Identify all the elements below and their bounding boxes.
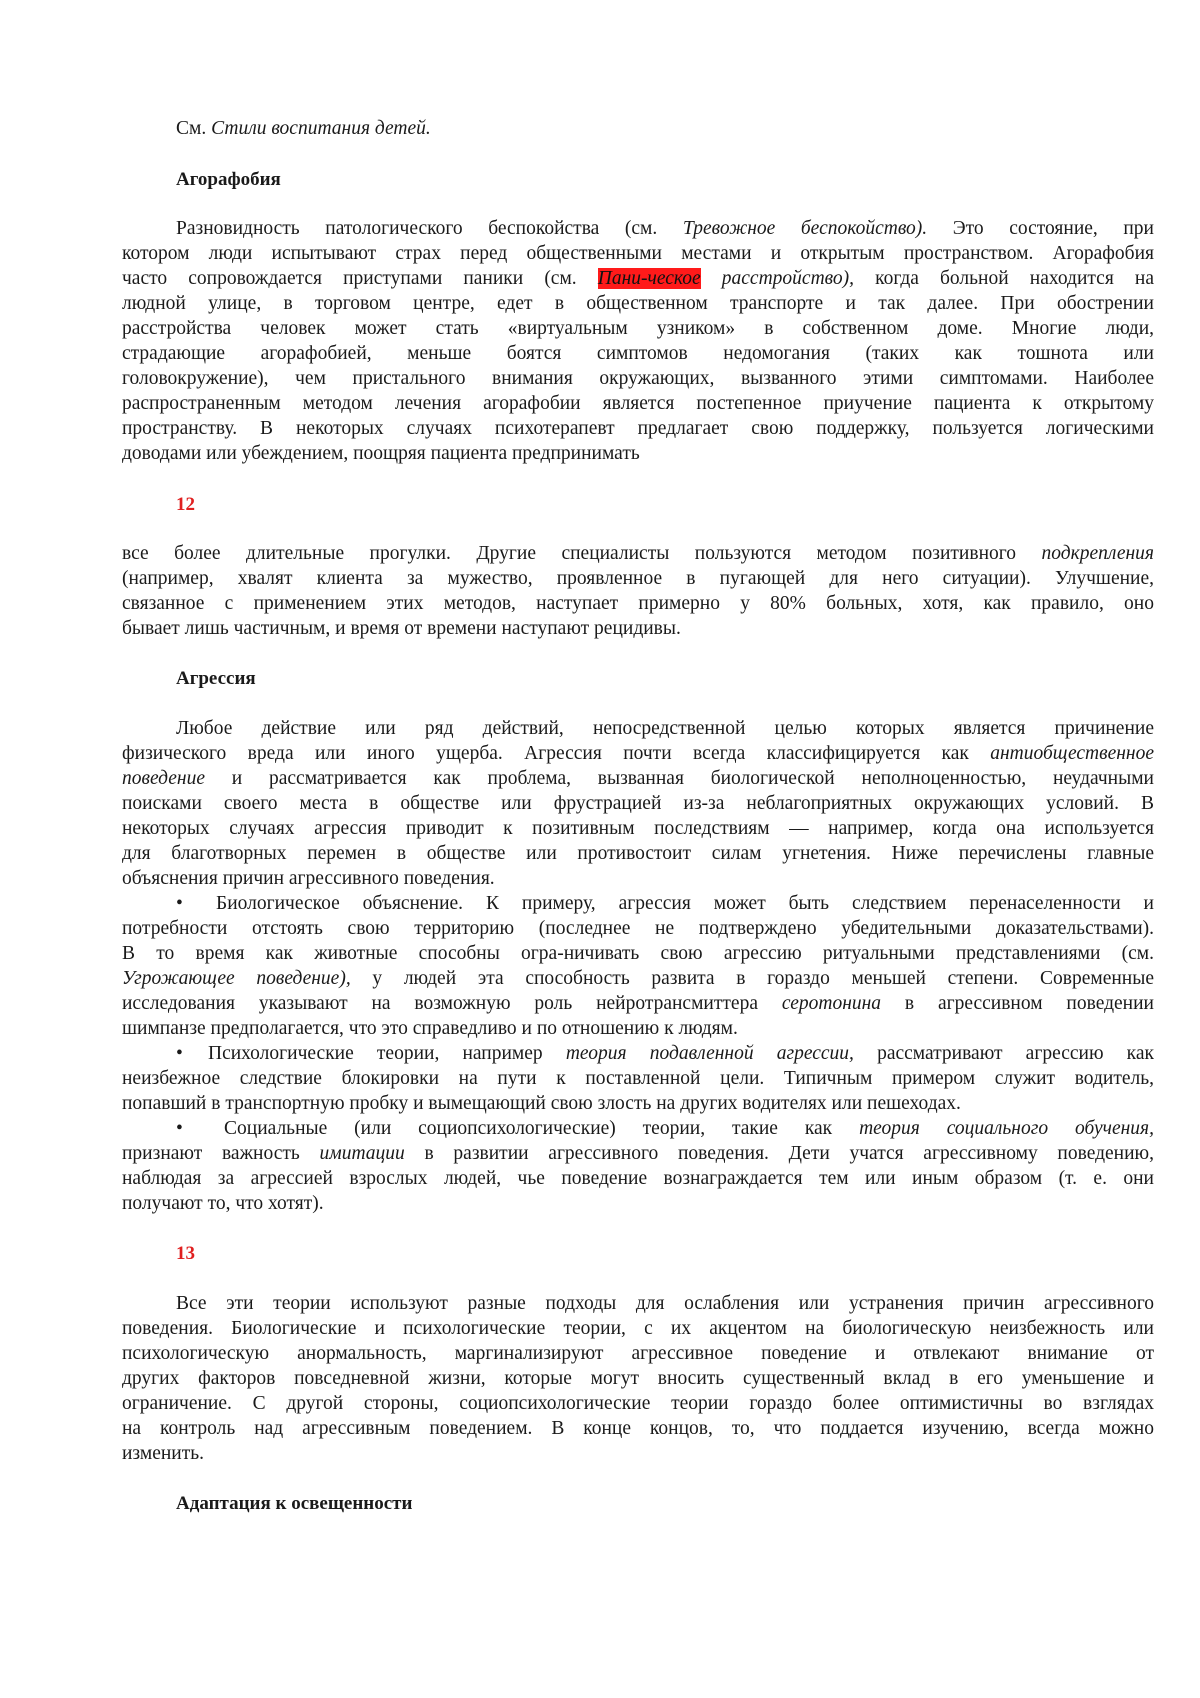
paragraph-line: Любое действие или ряд действий, непосредственной целью которых является причинение: [176, 718, 1154, 739]
cross-reference[interactable]: расстройство),: [700, 268, 854, 289]
paragraph-line: психологическую анормальность, маргинализируют агрессивное поведение и отвлекают внимание от: [122, 1343, 1154, 1364]
bullet-item-line: получают то, что хотят).: [122, 1193, 324, 1214]
paragraph-line: доводами или убеждением, поощряя пациента предпринимать: [122, 443, 640, 464]
heading-aggression: Агрессия: [176, 668, 256, 689]
bullet-marker: •: [176, 1043, 183, 1064]
paragraph-line: других факторов повседневной жизни, которые могут вносить существенный вклад в его уменьшение и: [122, 1368, 1154, 1389]
cross-reference[interactable]: теория социального обучения,: [859, 1118, 1154, 1139]
cross-reference[interactable]: Тревожное беспокойство).: [682, 218, 928, 239]
cross-reference[interactable]: теория подавленной агрессии,: [565, 1043, 854, 1064]
paragraph-line: Все эти теории используют разные подходы для ослабления или устранения причин агрессивного: [176, 1293, 1154, 1314]
paragraph-line: (например, хвалят клиента за мужество, проявленное в пугающей для него ситуации). Улучшение,: [122, 568, 1154, 589]
paragraph-line: Разновидность патологического беспокойства (см. Тревожное беспокойство). Это состояние, при: [176, 218, 1154, 239]
paragraph-line: на контроль над агрессивным поведением. В конце концов, то, что поддается изучению, всегда можно: [122, 1418, 1154, 1439]
paragraph-line: поисками своего места в обществе или фрустрацией из-за неблагоприятных окружающих условий. В: [122, 793, 1154, 814]
paragraph-line: объяснения причин агрессивного поведения.: [122, 868, 495, 889]
paragraph-line: поведения. Биологические и психологические теории, с их акцентом на биологическую неизбежность или: [122, 1318, 1154, 1339]
cross-reference[interactable]: серотонина: [781, 993, 882, 1014]
cross-reference[interactable]: антиобщественное: [990, 743, 1154, 764]
see-also-prefix: См.: [176, 118, 212, 139]
bullet-marker: •: [176, 893, 183, 914]
bullet-item-line: потребности отстоять свою территорию (последнее не подтверждено убедительными доказательствами).: [122, 918, 1154, 939]
highlighted-cross-reference[interactable]: Пани-ческое: [597, 268, 701, 289]
bullet-item-line: неизбежное следствие блокировки на пути к поставленной цели. Типичным примером служит водитель,: [122, 1068, 1154, 1089]
paragraph-line: некоторых случаях агрессия приводит к позитивным последствиям — например, когда она используется: [122, 818, 1154, 839]
cross-reference[interactable]: Угрожающее поведение),: [122, 968, 351, 989]
bullet-item-line: исследования указывают на возможную роль нейротрансмиттера серотонина в агрессивном поведении: [122, 993, 1154, 1014]
paragraph-line: для благотворных перемен в обществе или противостоит силам угнетения. Ниже перечислены главные: [122, 843, 1154, 864]
paragraph-line: головокружение), чем пристального внимания окружающих, вызванного этими симптомами. Наиболее: [122, 368, 1154, 389]
paragraph-line: людной улице, в торговом центре, едет в общественном транспорте и так далее. При обострении: [122, 293, 1154, 314]
paragraph-line: изменить.: [122, 1443, 205, 1464]
bullet-item-line: Угрожающее поведение), у людей эта способность развита в гораздо меньшей степени. Современные: [122, 968, 1154, 989]
paragraph-line: страдающие агорафобией, меньше боятся симптомов недомогания (таких как тошнота или: [122, 343, 1154, 364]
heading-light-adaptation: Адаптация к освещенности: [176, 1493, 413, 1514]
paragraph-line: поведение и рассматривается как проблема, вызванная биологической неполноценностью, неудачными: [122, 768, 1154, 789]
paragraph-line: физического вреда или иного ущерба. Агрессия почти всегда классифицируется как антиобщественное: [122, 743, 1154, 764]
bullet-item-line: • Биологическое объяснение. К примеру, агрессия может быть следствием перенаселенности и: [176, 891, 1154, 917]
bullet-item-line: • Социальные (или социопсихологические) теории, такие как теория социального обучения,: [176, 1116, 1154, 1142]
paragraph-line: пространству. В некоторых случаях психотерапевт предлагает свою поддержку, пользуется логическими: [122, 418, 1154, 439]
bullet-marker: •: [176, 1118, 183, 1139]
cross-reference[interactable]: поведение: [122, 768, 205, 789]
paragraph-line: бывает лишь частичным, и время от времени наступают рецидивы.: [122, 618, 681, 639]
bullet-item-line: шимпанзе предполагается, что это справедливо и по отношению к людям.: [122, 1018, 738, 1039]
cross-reference[interactable]: подкрепления: [1041, 543, 1154, 564]
bullet-item-line: наблюдая за агрессией взрослых людей, чье поведение вознаграждается тем или иным образом (т. е. они: [122, 1168, 1154, 1189]
bullet-item-line: В то время как животные способны огра-ничивать свою агрессию ритуальными представлениями (см.: [122, 943, 1154, 964]
page-number: 13: [176, 1243, 195, 1264]
page-number: 12: [176, 494, 195, 515]
bullet-item-line: попавший в транспортную пробку и вымещающий свою злость на других водителях или пешеходах.: [122, 1093, 961, 1114]
bullet-item-line: признают важность имитации в развитии агрессивного поведения. Дети учатся агрессивному поведению,: [122, 1143, 1154, 1164]
paragraph-line: расстройства человек может стать «виртуальным узником» в собственном доме. Многие люди,: [122, 318, 1154, 339]
bullet-item-line: • Психологические теории, например теория подавленной агрессии, рассматривают агрессию как: [176, 1041, 1154, 1067]
see-also-line: [176, 116, 431, 142]
paragraph-line: распространенным методом лечения агорафобии является постепенное приучение пациента к открытому: [122, 393, 1154, 414]
paragraph-line: ограничение. С другой стороны, социопсихологические теории гораздо более оптимистичны во взглядах: [122, 1393, 1154, 1414]
paragraph-line: связанное с применением этих методов, наступает примерно у 80% больных, хотя, как правило, оно: [122, 593, 1154, 614]
paragraph-line: котором люди испытывают страх перед общественными местами и открытым пространством. Агорафобия: [122, 243, 1154, 264]
cross-reference[interactable]: имитации: [319, 1143, 405, 1164]
paragraph-line: часто сопровождается приступами паники (см. Пани-ческое расстройство), когда больной находится на: [122, 268, 1154, 289]
paragraph-line: все более длительные прогулки. Другие специалисты пользуются методом позитивного подкрепления: [122, 543, 1154, 564]
see-also-link[interactable]: Стили воспитания детей.: [211, 118, 431, 139]
heading-agoraphobia: Агорафобия: [176, 169, 281, 190]
